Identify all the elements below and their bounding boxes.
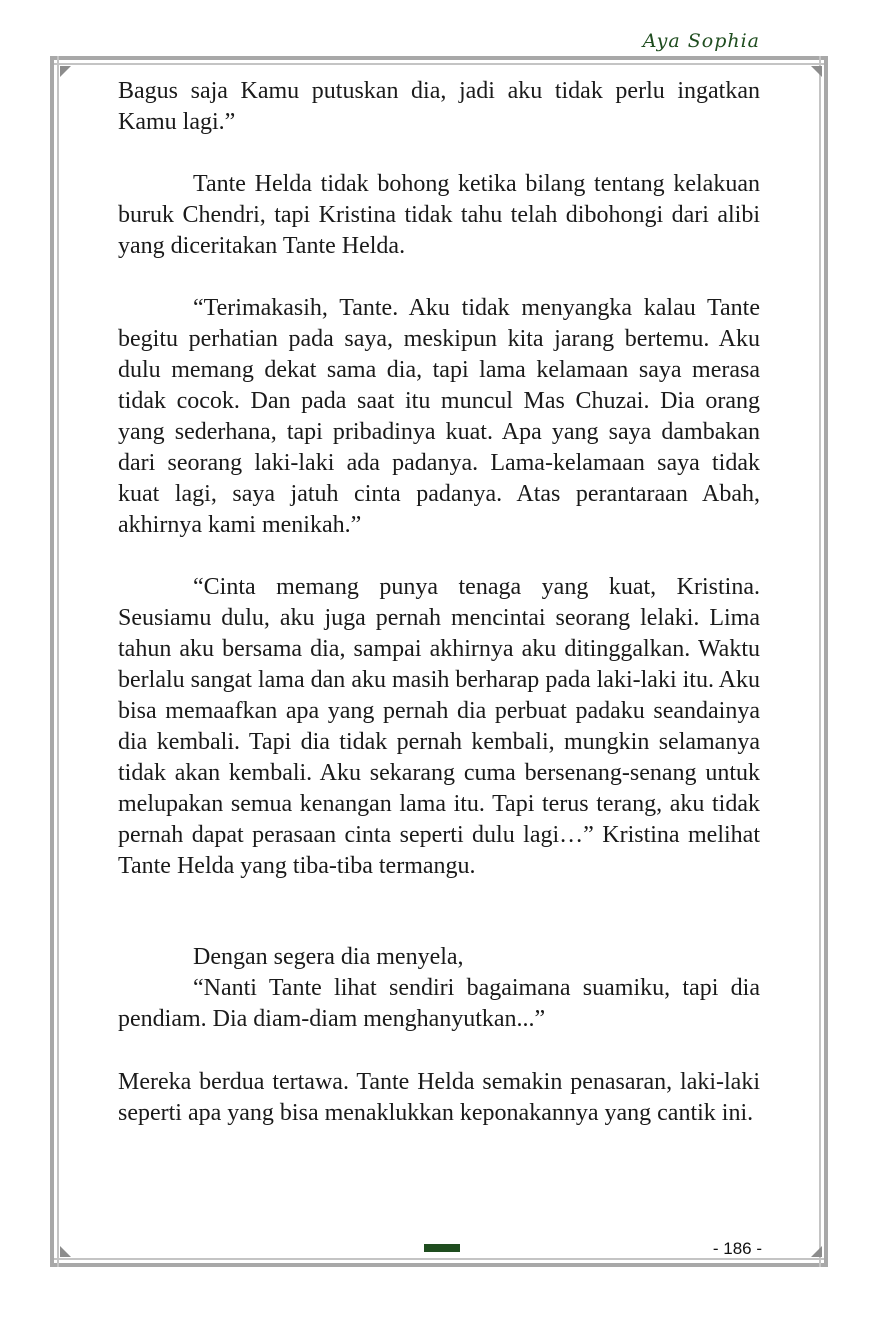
header-title: Aya Sophia <box>642 30 760 52</box>
frame-bottom-inner-line <box>52 1258 828 1260</box>
corner-ornament-bottom-left <box>60 1246 71 1257</box>
footer-ornament-bar <box>424 1244 460 1252</box>
paragraph-6: “Nanti Tante lihat sendiri bagaimana suamiku, tapi dia pendiam. Dia diam-diam menghanyutkan...” <box>118 975 760 1032</box>
paragraph-3: “Terimakasih, Tante. Aku tidak menyangka kalau Tante begitu perhatian pada saya, meskipun kita jarang bertemu. Aku dulu memang dekat sama dia, tapi lama kelamaan saya merasa tidak cocok. Dan pada saat itu muncul Mas Chuzai. Dia orang yang sederhana, tapi pribadinya kuat. Apa yang saya dambakan dari seorang laki-laki ada padanya. Lama-kelamaan saya tidak kuat lagi, saya jatuh cinta padanya. Atas perantaraan Abah, akhirnya kami menikah.” <box>118 295 760 538</box>
frame-top-line <box>52 56 828 60</box>
paragraph-2: Tante Helda tidak bohong ketika bilang tentang kelakuan buruk Chendri, tapi Kristina tidak tahu telah dibohongi dari alibi yang diceritakan Tante Helda. <box>118 171 760 259</box>
frame-left-line <box>50 56 54 1267</box>
page-number: - 186 - <box>712 1239 762 1258</box>
frame-right-inner-line <box>819 56 821 1267</box>
paragraph-7: Mereka berdua tertawa. Tante Helda semakin penasaran, laki-laki seperti apa yang bisa menaklukkan keponakannya yang cantik ini. <box>118 1069 760 1126</box>
frame-top-inner-line <box>52 63 828 65</box>
paragraph-4: “Cinta memang punya tenaga yang kuat, Kristina. Seusiamu dulu, aku juga pernah mencintai seorang lelaki. Lima tahun aku bersama dia, sampai akhirnya aku ditinggalkan. Waktu berlalu sangat lama dan aku masih berharap pada laki-laki itu. Aku bisa memaafkan apa yang pernah dia perbuat padaku seandainya dia kembali. Tapi dia tidak pernah kembali, mungkin selamanya tidak akan kembali. Aku sekarang cuma bersenang-senang untuk melupakan semua kenangan lama itu. Tapi terus terang, aku tidak pernah dapat perasaan cinta seperti dulu lagi…” Kristina melihat Tante Helda yang tiba-tiba termangu. <box>118 574 760 879</box>
frame-left-inner-line <box>57 56 59 1267</box>
corner-ornament-bottom-right <box>811 1246 822 1257</box>
frame-right-line <box>824 56 828 1267</box>
corner-ornament-top-left <box>60 66 71 77</box>
frame-bottom-line <box>52 1263 828 1267</box>
paragraph-1: Bagus saja Kamu putuskan dia, jadi aku tidak perlu ingatkan Kamu lagi.” <box>118 78 760 135</box>
corner-ornament-top-right <box>811 66 822 77</box>
paragraph-5: Dengan segera dia menyela, <box>193 944 464 970</box>
